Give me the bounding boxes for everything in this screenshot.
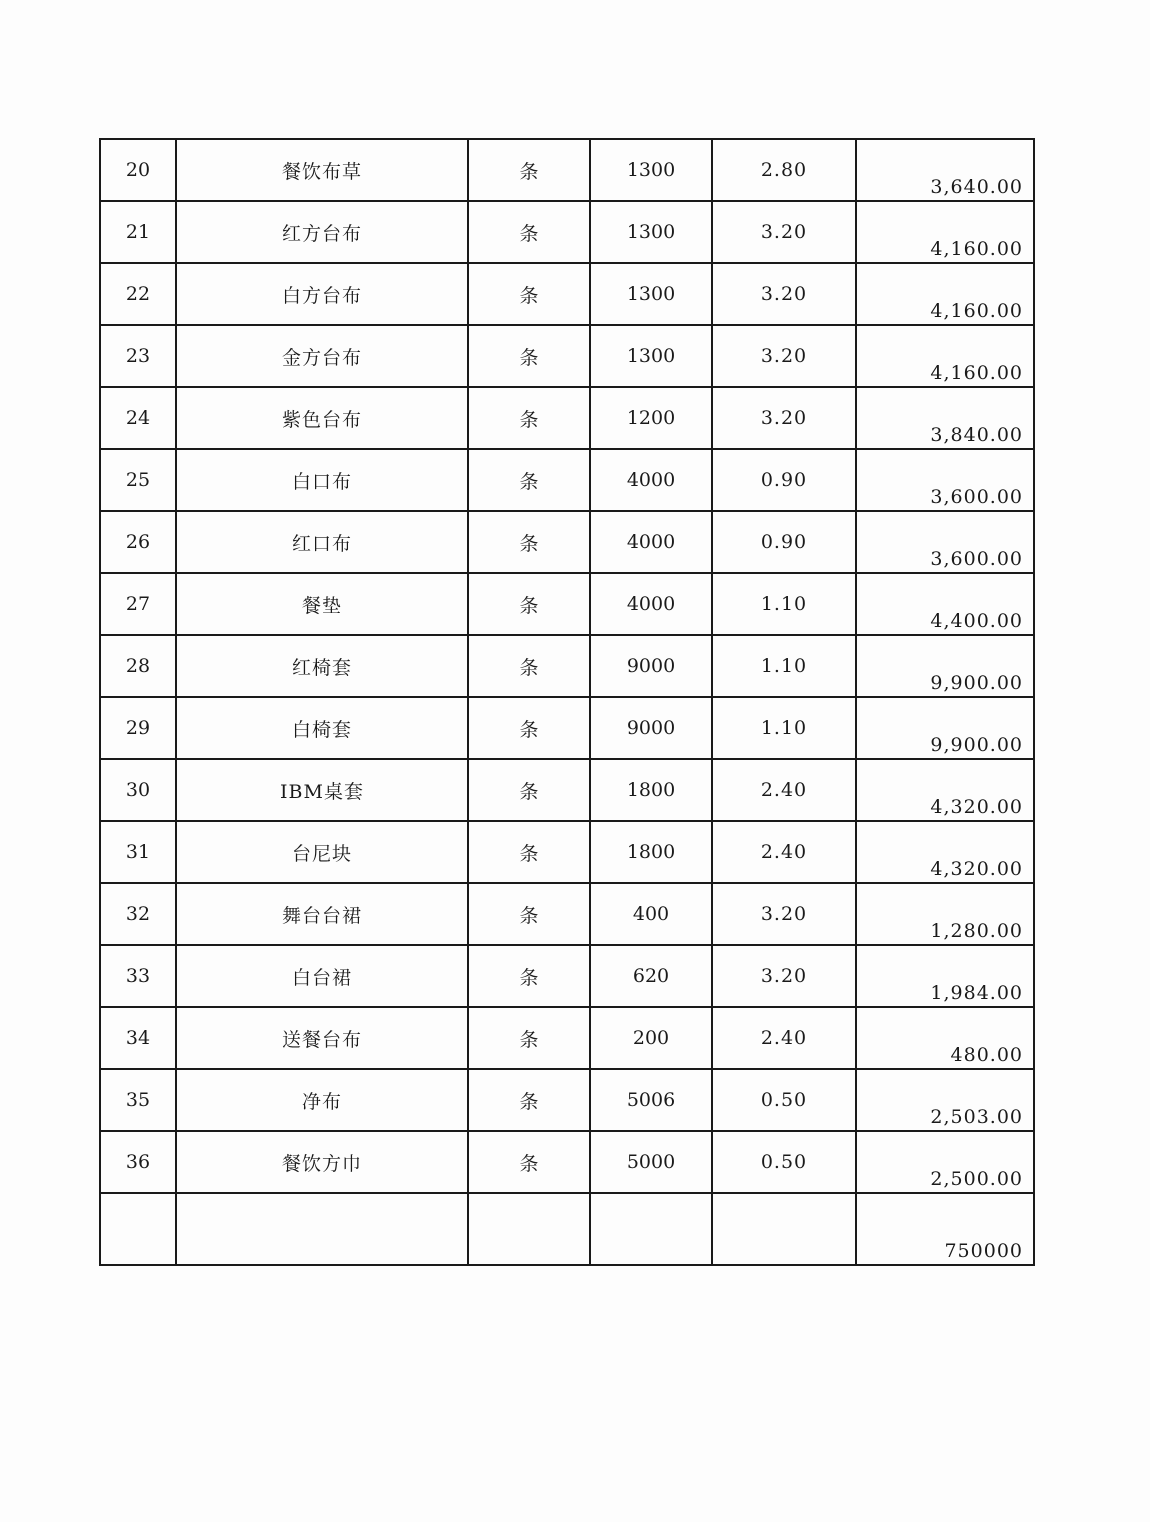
item-amount-cell: 2,503.00 [856,1069,1034,1131]
row-number-cell: 26 [100,511,176,573]
total-row [100,1193,1034,1265]
item-unit-price-cell: 0.90 [712,449,856,511]
total-item-name-cell [176,1193,468,1265]
item-amount-cell: 4,400.00 [856,573,1034,635]
inventory-table-body [100,139,1034,1265]
item-name-cell: IBM桌套 [176,759,468,821]
table-row [100,759,1034,821]
item-name-cell: 白口布 [176,449,468,511]
item-amount-cell: 3,640.00 [856,139,1034,201]
item-unit-cell: 条 [468,511,590,573]
item-amount-cell: 3,600.00 [856,449,1034,511]
item-amount-cell: 3,840.00 [856,387,1034,449]
row-number-cell: 24 [100,387,176,449]
item-name-cell: 餐饮布草 [176,139,468,201]
item-amount-cell: 480.00 [856,1007,1034,1069]
table-row [100,387,1034,449]
item-quantity-cell: 4000 [590,573,712,635]
item-quantity-cell: 1800 [590,759,712,821]
item-amount-cell: 1,984.00 [856,945,1034,1007]
item-unit-cell: 条 [468,263,590,325]
item-unit-cell: 条 [468,387,590,449]
item-unit-price-cell: 1.10 [712,697,856,759]
item-quantity-cell: 1800 [590,821,712,883]
table-row [100,1069,1034,1131]
item-name-cell: 餐垫 [176,573,468,635]
item-unit-cell: 条 [468,325,590,387]
total-row-number-cell [100,1193,176,1265]
table-row [100,635,1034,697]
item-unit-cell: 条 [468,945,590,1007]
inventory-table [99,138,1035,1266]
item-quantity-cell: 200 [590,1007,712,1069]
item-amount-cell: 4,320.00 [856,821,1034,883]
row-number-cell: 33 [100,945,176,1007]
item-quantity-cell: 5000 [590,1131,712,1193]
item-unit-cell: 条 [468,635,590,697]
item-unit-price-cell: 2.40 [712,759,856,821]
item-name-cell: 白椅套 [176,697,468,759]
total-item-quantity-cell [590,1193,712,1265]
item-name-cell: 餐饮方巾 [176,1131,468,1193]
item-unit-price-cell: 3.20 [712,387,856,449]
item-unit-cell: 条 [468,1131,590,1193]
item-quantity-cell: 5006 [590,1069,712,1131]
table-row [100,697,1034,759]
row-number-cell: 31 [100,821,176,883]
row-number-cell: 23 [100,325,176,387]
item-name-cell: 净布 [176,1069,468,1131]
item-unit-cell: 条 [468,1007,590,1069]
item-quantity-cell: 4000 [590,511,712,573]
row-number-cell: 21 [100,201,176,263]
table-row [100,1007,1034,1069]
item-name-cell: 红椅套 [176,635,468,697]
total-item-unit-cell [468,1193,590,1265]
row-number-cell: 20 [100,139,176,201]
row-number-cell: 32 [100,883,176,945]
item-amount-cell: 4,160.00 [856,263,1034,325]
item-amount-cell: 2,500.00 [856,1131,1034,1193]
item-amount-cell: 4,160.00 [856,325,1034,387]
item-unit-price-cell: 3.20 [712,945,856,1007]
row-number-cell: 35 [100,1069,176,1131]
item-name-cell: 舞台台裙 [176,883,468,945]
row-number-cell: 36 [100,1131,176,1193]
item-name-cell: 台尼块 [176,821,468,883]
item-amount-cell: 3,600.00 [856,511,1034,573]
total-item-unit-price-cell [712,1193,856,1265]
table-row [100,511,1034,573]
item-unit-price-cell: 3.20 [712,201,856,263]
row-number-cell: 34 [100,1007,176,1069]
item-amount-cell: 4,320.00 [856,759,1034,821]
item-quantity-cell: 4000 [590,449,712,511]
item-unit-price-cell: 0.50 [712,1131,856,1193]
item-unit-price-cell: 2.80 [712,139,856,201]
item-quantity-cell: 9000 [590,635,712,697]
table-row [100,263,1034,325]
table-row [100,1131,1034,1193]
table-row [100,945,1034,1007]
row-number-cell: 27 [100,573,176,635]
total-item-amount-cell: 750000 [856,1193,1034,1265]
item-unit-price-cell: 2.40 [712,821,856,883]
item-unit-price-cell: 0.50 [712,1069,856,1131]
item-unit-cell: 条 [468,139,590,201]
item-unit-cell: 条 [468,573,590,635]
item-amount-cell: 1,280.00 [856,883,1034,945]
table-row [100,573,1034,635]
table-row [100,883,1034,945]
item-name-cell: 红方台布 [176,201,468,263]
row-number-cell: 25 [100,449,176,511]
row-number-cell: 30 [100,759,176,821]
item-quantity-cell: 400 [590,883,712,945]
item-amount-cell: 4,160.00 [856,201,1034,263]
item-quantity-cell: 9000 [590,697,712,759]
item-name-cell: 红口布 [176,511,468,573]
item-unit-cell: 条 [468,697,590,759]
table-row [100,201,1034,263]
item-unit-cell: 条 [468,883,590,945]
item-unit-price-cell: 3.20 [712,883,856,945]
item-name-cell: 紫色台布 [176,387,468,449]
row-number-cell: 28 [100,635,176,697]
item-name-cell: 金方台布 [176,325,468,387]
item-unit-cell: 条 [468,821,590,883]
item-quantity-cell: 1300 [590,263,712,325]
item-amount-cell: 9,900.00 [856,635,1034,697]
item-quantity-cell: 1200 [590,387,712,449]
item-unit-cell: 条 [468,201,590,263]
item-unit-price-cell: 1.10 [712,635,856,697]
item-amount-cell: 9,900.00 [856,697,1034,759]
table-row [100,449,1034,511]
row-number-cell: 22 [100,263,176,325]
item-name-cell: 送餐台布 [176,1007,468,1069]
item-unit-cell: 条 [468,449,590,511]
item-quantity-cell: 1300 [590,325,712,387]
table-row [100,139,1034,201]
item-unit-price-cell: 0.90 [712,511,856,573]
item-unit-cell: 条 [468,759,590,821]
item-unit-price-cell: 1.10 [712,573,856,635]
item-quantity-cell: 620 [590,945,712,1007]
item-name-cell: 白方台布 [176,263,468,325]
item-unit-cell: 条 [468,1069,590,1131]
item-unit-price-cell: 3.20 [712,263,856,325]
item-quantity-cell: 1300 [590,201,712,263]
table-row [100,821,1034,883]
table-row [100,325,1034,387]
item-name-cell: 白台裙 [176,945,468,1007]
row-number-cell: 29 [100,697,176,759]
item-unit-price-cell: 2.40 [712,1007,856,1069]
item-quantity-cell: 1300 [590,139,712,201]
item-unit-price-cell: 3.20 [712,325,856,387]
